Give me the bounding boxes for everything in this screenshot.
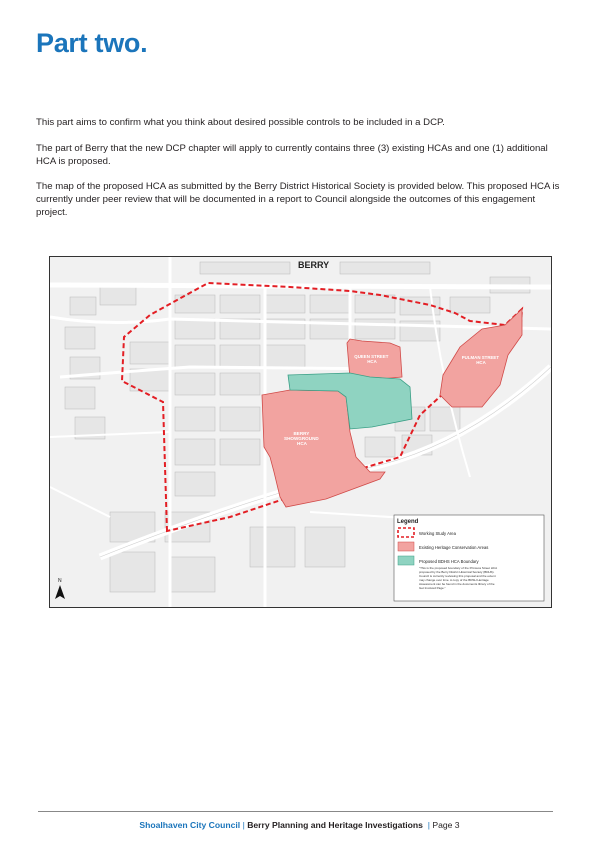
legend-note-line: Council is currently reviewing this proposal and the extent (419, 574, 496, 578)
footer-org: Shoalhaven City Council (139, 820, 241, 830)
footer-separator: | (242, 820, 245, 830)
showground-label-line1: BERRY (293, 431, 310, 436)
legend-title: Legend (397, 519, 419, 525)
page-title: Part two. (36, 28, 148, 58)
intro-paragraph: This part aims to confirm what you think about desired possible controls to be included in a DCP. (36, 117, 445, 128)
legend-note-line: "This is the proposed boundary of the Princess Street HCA (419, 566, 497, 570)
legend-label-study-area: Working Study Area (419, 531, 456, 536)
legend-label-existing-hca: Existing Heritage Conservation Areas (419, 545, 489, 550)
map-legend (394, 515, 544, 601)
pulman-street-label-line2: HCA (476, 360, 486, 365)
footer-divider (38, 811, 553, 812)
page-footer (0, 820, 599, 830)
footer-separator: | (427, 820, 430, 830)
north-label: N (58, 578, 62, 584)
queen-street-label-line2: HCA (367, 359, 377, 364)
map-description-paragraph: The map of the proposed HCA as submitted by the Berry District Historical Society is provided below. This proposed HCA is currently under peer review that will be documented in a report to Council alongside the outcomes of this engagement project. (36, 181, 560, 218)
showground-label-line2: SHOWGROUND (284, 436, 319, 441)
footer-document-title: Berry Planning and Heritage Investigations (247, 820, 423, 830)
legend-note-line: Assessment can be found in the documents library of the (419, 582, 495, 586)
legend-label-proposed-bdhs: Proposed BDHS HCA Boundary (419, 559, 479, 564)
pulman-street-label-line1: PULMAN STREET (461, 355, 500, 360)
legend-note-line: proposed by the Berry District Historical Society (BDHS). (419, 570, 495, 574)
town-label: BERRY (298, 260, 330, 270)
queen-street-label-line1: QUEEN STREET (354, 354, 389, 359)
footer-page-number: Page 3 (432, 820, 460, 830)
hca-count-paragraph: The part of Berry that the new DCP chapter will apply to currently contains three (3) existing HCAs and one (1) additional HCA is proposed. (36, 143, 548, 167)
legend-swatch-proposed-bdhs (398, 556, 414, 565)
legend-swatch-existing-hca (398, 542, 414, 551)
legend-note-line: may change over time. A copy of the BDSH Heritage (419, 578, 489, 582)
legend-note-line: Get Involved Page." (419, 586, 446, 590)
hca-map (49, 256, 552, 608)
showground-label-line3: HCA (297, 441, 307, 446)
